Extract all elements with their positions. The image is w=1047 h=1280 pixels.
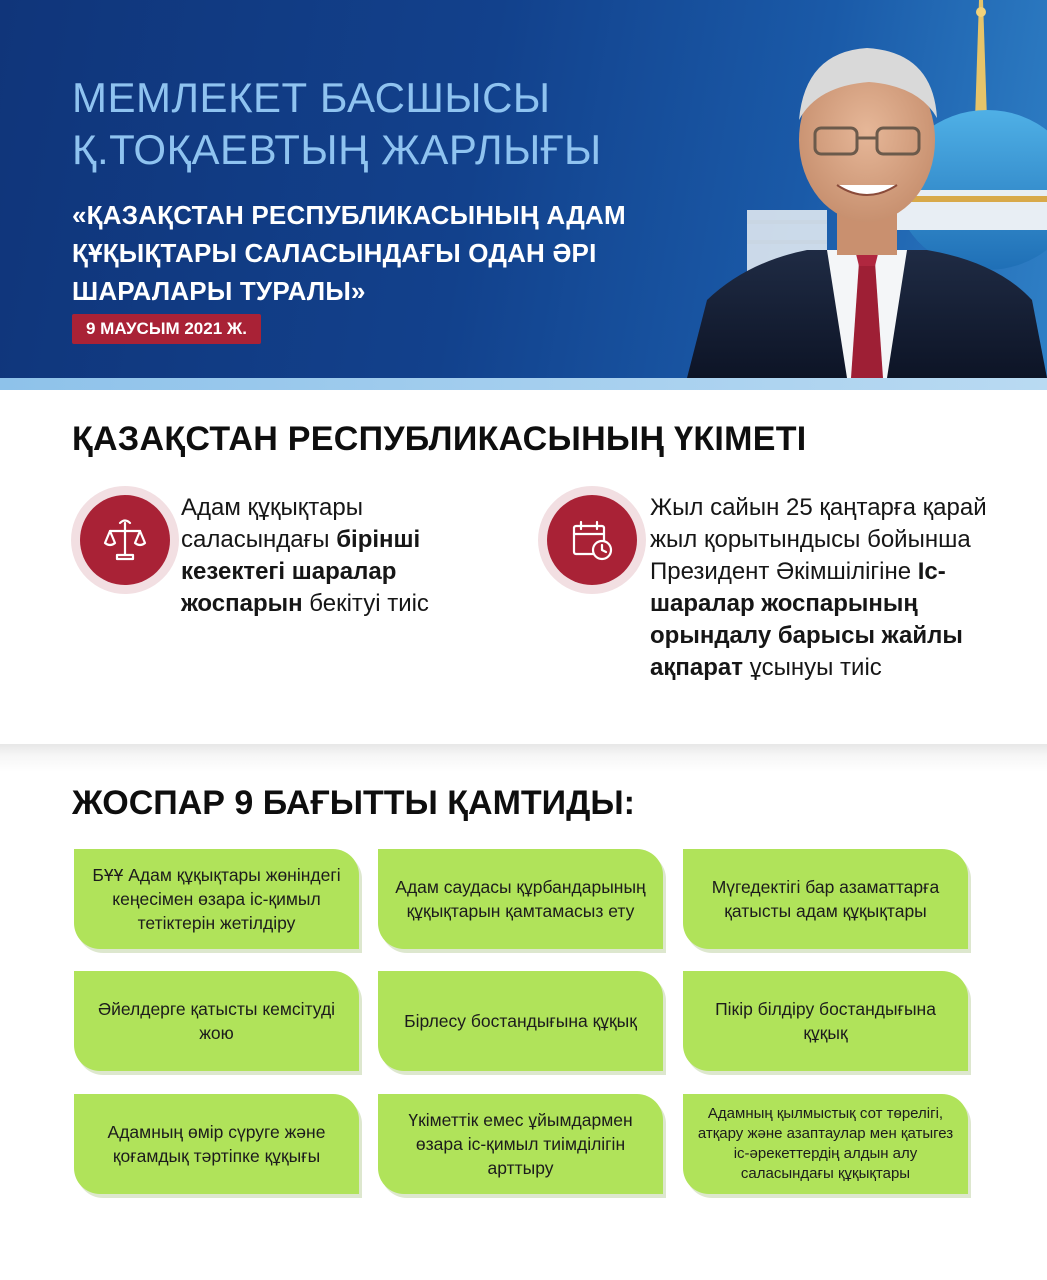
justice-scales-icon (80, 495, 170, 585)
header-title-line2: Қ.ТОҚАЕВТЫҢ ЖАРЛЫҒЫ (72, 126, 602, 173)
plan-card-5: Бірлесу бостандығына құқық (378, 971, 663, 1071)
calendar-clock-icon (547, 495, 637, 585)
plan-section-title: ЖОСПАР 9 БАҒЫТТЫ ҚАМТИДЫ: (72, 784, 635, 822)
plan-card-8: Үкіметтік емес ұйымдармен өзара іс-қимыл тиімділігін арттыру (378, 1094, 663, 1194)
header-title-line1: МЕМЛЕКЕТ БАСШЫСЫ (72, 74, 551, 121)
task1-text-bold: бірінші кезектегі шаралар жоспарын (181, 526, 421, 617)
decree-subtitle-line3: ШАРАЛАРЫ ТУРАЛЫ» (72, 276, 366, 306)
plan-card-7: Адамның өмір сүруге және қоғамдық тәртіпке құқығы (74, 1094, 359, 1194)
plan-card-9: Адамның қылмыстық сот төрелігі, атқару және азаптаулар мен қатыгез іс-әрекеттердің алдын алу саласындағы құқықтары (683, 1094, 968, 1194)
plan-card-4: Әйелдерге қатысты кемсітуді жою (74, 971, 359, 1071)
plan-card-1: БҰҰ Адам құқықтары жөніндегі кеңесімен өзара іс-қимыл тетіктерін жетілдіру (74, 849, 359, 949)
government-task-1 (181, 492, 481, 620)
government-section-title: ҚАЗАҚСТАН РЕСПУБЛИКАСЫНЫҢ ҮКІМЕТІ (72, 420, 807, 458)
task1-text-b: бекітуі тиіс (302, 590, 429, 617)
section-divider (0, 744, 1047, 772)
date-badge: 9 МАУСЫМ 2021 Ж. (72, 314, 261, 344)
header-banner (0, 0, 1047, 378)
government-task-2 (650, 492, 1000, 684)
task2-text-a: Жыл сайын 25 қаңтарға қарай жыл қорытындысы бойынша Президент Әкімшілігіне (650, 494, 987, 585)
plan-card-3: Мүгедектігі бар азаматтарға қатысты адам құқықтары (683, 849, 968, 949)
decree-subtitle-line2: ҚҰҚЫҚТАРЫ САЛАСЫНДАҒЫ ОДАН ӘРІ (72, 238, 597, 268)
decree-subtitle (72, 196, 692, 310)
plan-card-6: Пікір білдіру бостандығына құқық (683, 971, 968, 1071)
decree-subtitle-line1: «ҚАЗАҚСТАН РЕСПУБЛИКАСЫНЫҢ АДАМ (72, 200, 626, 230)
plan-card-2: Адам саудасы құрбандарының құқықтарын қамтамасыз ету (378, 849, 663, 949)
task2-text-bold: Іс-шаралар жоспарының орындалу барысы жайлы ақпарат (650, 558, 963, 681)
header-stripe (0, 378, 1047, 390)
task2-text-b: ұсынуы тиіс (742, 654, 882, 681)
task1-text-a: Адам құқықтары саласындағы (181, 494, 363, 553)
president-portrait-image (687, 0, 1047, 378)
